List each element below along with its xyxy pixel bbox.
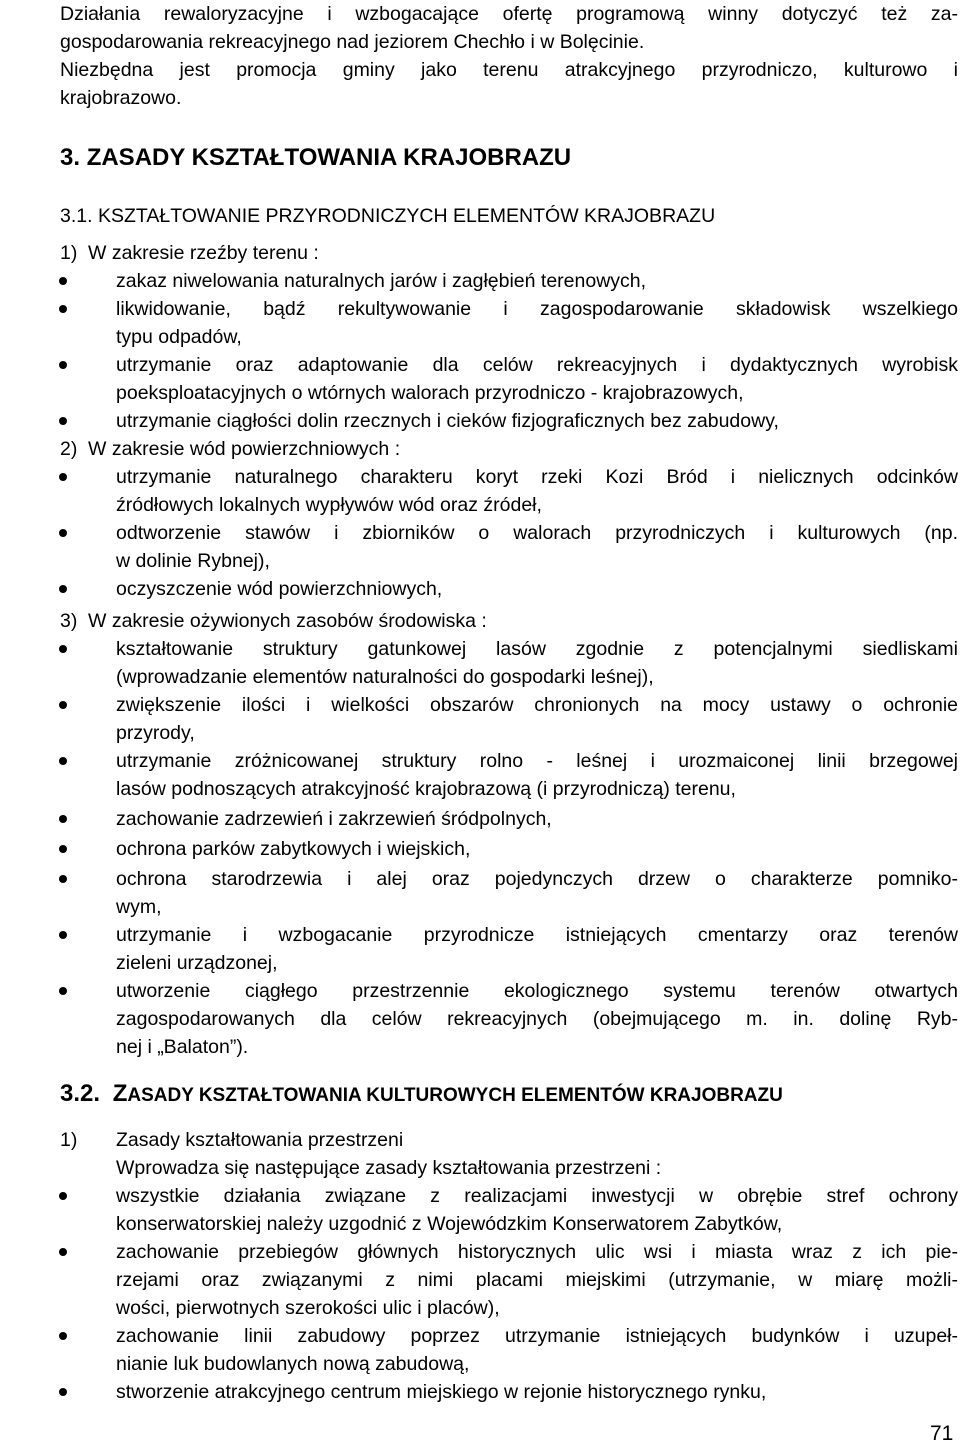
list-item: wszystkie działania związane z realizacjami inwestycji w obrębie stref ochrony (116, 1185, 958, 1207)
list-item-continuation: lasów podnoszących atrakcyjność krajobrazową (i przyrodniczą) terenu, (116, 778, 736, 800)
list-item: zachowanie zadrzewień i zakrzewień śródpolnych, (116, 808, 552, 830)
list-item-continuation: nej i „Balaton”). (116, 1036, 249, 1058)
bullet-icon (59, 1388, 67, 1396)
intro-line: Działania rewaloryzacyjne i wzbogacające ofertę programową winny dotyczyć też za- (60, 3, 958, 25)
list-item: zwiększenie ilości i wielkości obszarów chronionych na mocy ustawy o ochronie (116, 694, 958, 716)
list-item-continuation: rzejami oraz związanymi z nimi placami miejskimi (utrzymanie, w miarę możli- (116, 1269, 958, 1291)
list-item-continuation: nianie luk budowlanych nową zabudową, (116, 1353, 470, 1375)
subsection-number: 3.1. (60, 205, 93, 227)
list-item: odtworzenie stawów i zbiorników o walorach przyrodniczych i kulturowych (np. (116, 522, 958, 544)
intro-line: krajobrazowo. (60, 87, 182, 109)
subsection-heading (60, 202, 715, 230)
list-group-label: W zakresie rzeźby terenu : (88, 242, 319, 264)
list-item: likwidowanie, bądź rekultywowanie i zagospodarowanie składowisk wszelkiego (116, 298, 958, 320)
bullet-icon (59, 277, 67, 285)
list-item: utrzymanie naturalnego charakteru koryt rzeki Kozi Bród i nielicznych odcinków (116, 466, 958, 488)
list-item: utrzymanie zróżnicowanej struktury rolno - leśnej i urozmaiconej linii brzegowej (116, 750, 958, 772)
list-item-continuation: źródłowych lokalnych wypływów wód oraz źródeł, (116, 494, 542, 516)
list-item-continuation: zieleni urządzonej, (116, 952, 278, 974)
bullet-icon (59, 473, 67, 481)
list-group-label: Zasady kształtowania przestrzeni (116, 1129, 404, 1151)
list-item-continuation: w dolinie Rybnej), (116, 550, 270, 572)
list-item-continuation: wości, pierwotnych szerokości ulic i placów), (116, 1297, 500, 1319)
bullet-icon (59, 757, 67, 765)
list-item-continuation: przyrody, (116, 722, 195, 744)
bullet-icon (59, 417, 67, 425)
bullet-icon (59, 305, 67, 313)
bullet-icon (59, 529, 67, 537)
bullet-icon (59, 987, 67, 995)
list-item-continuation: typu odpadów, (116, 326, 242, 348)
list-item: ochrona starodrzewia i alej oraz pojedynczych drzew o charakterze pomniko- (116, 868, 958, 890)
bullet-icon (59, 875, 67, 883)
list-item: oczyszczenie wód powierzchniowych, (116, 578, 443, 600)
list-item: stworzenie atrakcyjnego centrum miejskiego w rejonie historycznego rynku, (116, 1381, 767, 1403)
list-number: 2) (60, 438, 78, 460)
list-group-intro: Wprowadza się następujące zasady kształtowania przestrzeni : (116, 1157, 662, 1179)
bullet-icon (59, 931, 67, 939)
bullet-icon (59, 645, 67, 653)
list-number: 3) (60, 610, 78, 632)
list-item: zachowanie linii zabudowy poprzez utrzymanie istniejących budynków i uzupeł- (116, 1325, 958, 1347)
section-title: ZASADY KSZTAŁTOWANIA KRAJOBRAZU (86, 144, 572, 171)
list-item: utrzymanie ciągłości dolin rzecznych i cieków fizjograficznych bez zabudowy, (116, 410, 779, 432)
list-item-continuation: konserwatorskiej należy uzgodnić z Wojewódzkim Konserwatorem Zabytków, (116, 1213, 783, 1235)
list-item: kształtowanie struktury gatunkowej lasów zgodnie z potencjalnymi siedliskami (116, 638, 958, 660)
subsection-title: KSZTAŁTOWANIE PRZYRODNICZYCH ELEMENTÓW KRAJOBRAZU (97, 205, 716, 227)
bullet-icon (59, 1332, 67, 1340)
bullet-icon (59, 815, 67, 823)
subsection-title-initial: Z (112, 1080, 128, 1107)
list-group-label: W zakresie ożywionych zasobów środowiska : (88, 610, 487, 632)
list-item-continuation: poeksploatacyjnych o wtórnych walorach przyrodniczo - krajobrazowych, (116, 382, 744, 404)
list-group-label: W zakresie wód powierzchniowych : (88, 438, 401, 460)
list-item-continuation: zagospodarowanych dla celów rekreacyjnych (obejmującego m. in. dolinę Ryb- (116, 1008, 958, 1030)
section-number: 3. (60, 144, 81, 171)
bullet-icon (59, 585, 67, 593)
list-item: ochrona parków zabytkowych i wiejskich, (116, 838, 471, 860)
list-number: 1) (60, 1129, 78, 1151)
list-item: utrzymanie oraz adaptowanie dla celów rekreacyjnych i dydaktycznych wyrobisk (116, 354, 958, 376)
list-item: zakaz niwelowania naturalnych jarów i zagłębień terenowych, (116, 270, 647, 292)
list-item: zachowanie przebiegów głównych historycznych ulic wsi i miasta wraz z ich pie- (116, 1241, 958, 1263)
list-number: 1) (60, 242, 78, 264)
bullet-icon (59, 845, 67, 853)
intro-line: gospodarowania rekreacyjnego nad jeziorem Chechło i w Bolęcinie. (60, 31, 645, 53)
subsection-number: 3.2. (60, 1080, 101, 1107)
list-item: utrzymanie i wzbogacanie przyrodnicze istniejących cmentarzy oraz terenów (116, 924, 958, 946)
section-heading (60, 144, 571, 172)
list-item: utworzenie ciągłego przestrzennie ekologicznego systemu terenów otwartych (116, 980, 958, 1002)
bullet-icon (59, 1248, 67, 1256)
intro-line: Niezbędna jest promocja gminy jako terenu atrakcyjnego przyrodniczo, kulturowo i (60, 59, 958, 81)
subsection-heading (60, 1080, 783, 1110)
subsection-title: ASADY KSZTAŁTOWANIA KULTUROWYCH ELEMENTÓW KRAJOBRAZU (127, 1085, 783, 1106)
bullet-icon (59, 1192, 67, 1200)
bullet-icon (59, 701, 67, 709)
list-item-continuation: wym, (116, 896, 162, 918)
page-number: 71 (930, 1422, 954, 1445)
bullet-icon (59, 361, 67, 369)
list-item-continuation: (wprowadzanie elementów naturalności do gospodarki leśnej), (116, 666, 654, 688)
